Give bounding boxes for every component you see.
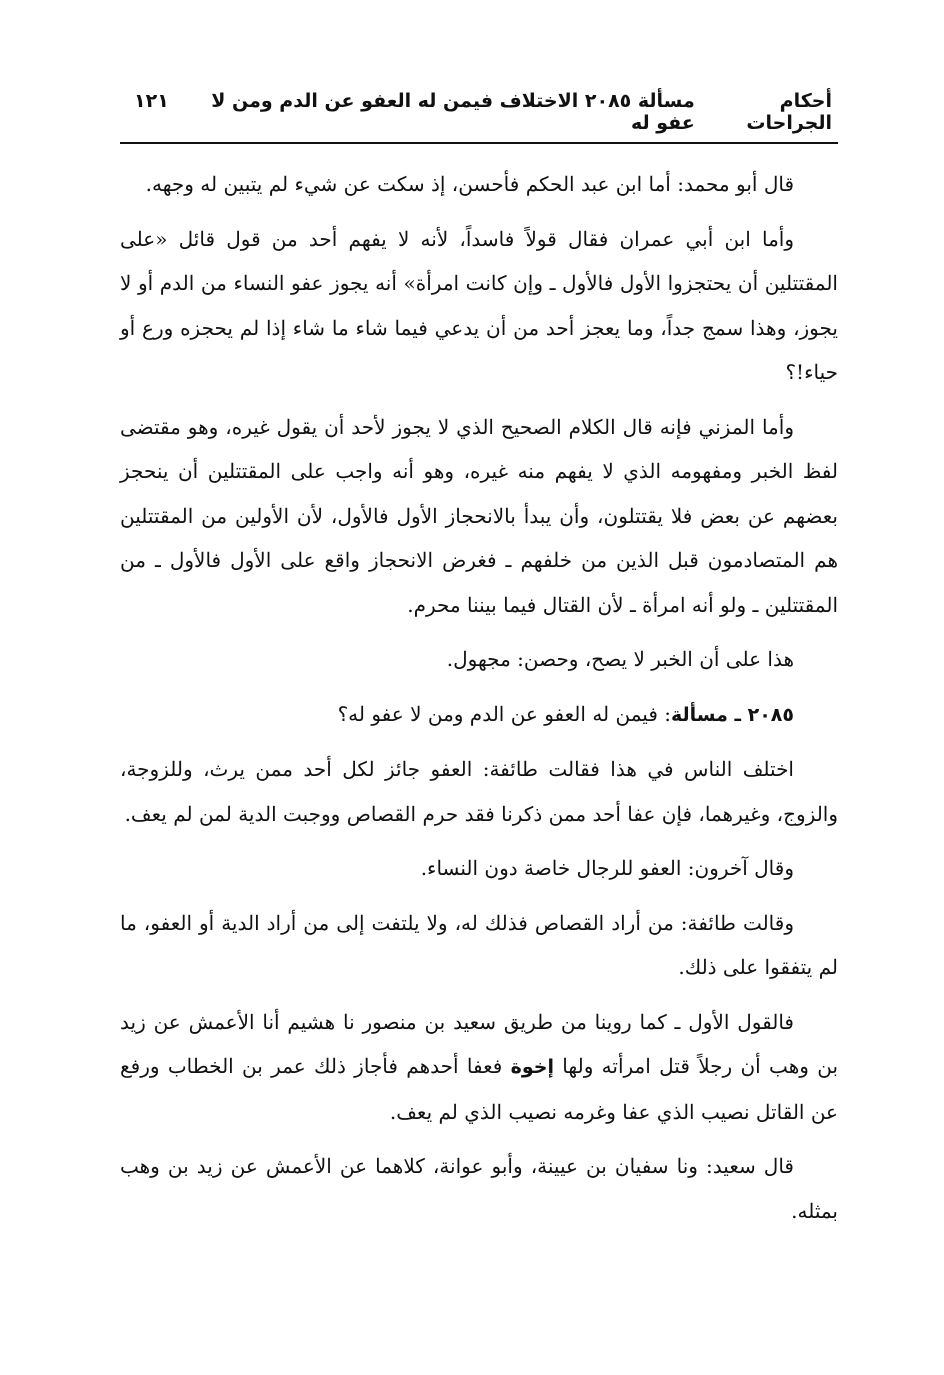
first-opinion-part-b: فعفا أحدهم فأجاز ذلك عمر بن الخطاب ورفع عن القاتل نصيب الذي عفا وغرمه نصيب الذي لم يعف. <box>120 1054 838 1124</box>
paragraph-qisas: وقالت طائفة: من أراد القصاص فذلك له، ولا يلتفت إلى من أراد الدية أو العفو، ما لم يتفقوا على ذلك. <box>120 910 838 979</box>
paragraph-disagreement: اختلف الناس في هذا فقالت طائفة: العفو جائز لكل أحد ممن يرث، وللزوجة، والزوج، وغيرهما، فإن عفا أحد ممن ذكرنا فقد حرم القصاص ووجبت الدية لمن لم يعف. <box>120 757 838 826</box>
paragraph-first-opinion <box>120 1000 838 1135</box>
paragraph-muzani: وأما المزني فإنه قال الكلام الصحيح الذي لا يجوز لأحد أن يقول غيره، وهو مقتضى لفظ الخبر ومفهومه الذي لا يفهم منه غيره، وهو أنه واجب على المقتتلين أن ينحجز بعضهم عن بعض فلا يقتتلون، وأن يبدأ بالانحجاز الأول فالأول، لأن الأولين من المقتتلين هم المتصادمون قبل الذين من خلفهم ـ فغرض الانحجاز واقع على الأول فالأول ـ من المقتتلين ـ ولو أنه امرأة ـ لأن القتال فيما بيننا محرم. <box>120 414 838 617</box>
masala-heading <box>120 692 838 738</box>
first-opinion-bold-word: إخوة <box>510 1056 554 1078</box>
masala-question: : فيمن له العفو عن الدم ومن لا عفو له؟ <box>337 701 671 726</box>
page-number: ١٢١ <box>134 90 169 112</box>
running-header <box>120 90 838 144</box>
first-opinion-part-a: فالقول الأول ـ كما روينا من طريق سعيد بن منصور نا هشيم أنا الأعمش عن زيد بن وهب أن رجلاً قتل امرأته ولها <box>120 1009 839 1078</box>
paragraph-said-narration: قال سعيد: ونا سفيان بن عيينة، وأبو عوانة، كلاهما عن الأعمش عن زيد بن وهب بمثله. <box>120 1154 838 1223</box>
paragraph-ibn-abi-imran: وأما ابن أبي عمران فقال قولاً فاسداً، لأنه لا يفهم أحد من قول قائل «على المقتتلين أن يحتجزوا الأول فالأول ـ وإن كانت امرأة» أنه يجوز عفو النساء من الدم أو لا يجوز، وهذا سمج جداً، وما يعجز أحد من أن يدعي فيما شاء ما شاء إذا لم يحجزه ورع أو حياء!؟ <box>120 226 838 384</box>
paragraph-men-only: وقال آخرون: العفو للرجال خاصة دون النساء. <box>420 856 794 880</box>
document-page <box>120 90 838 1243</box>
paragraph-abu-muhammad: قال أبو محمد: أما ابن عبد الحكم فأحسن، إذ سكت عن شيء لم يتبين له وجهه. <box>145 172 794 196</box>
paragraph-hadith-weak: هذا على أن الخبر لا يصح، وحصن: مجهول. <box>446 647 794 671</box>
book-title: أحكام الجراحات <box>746 90 832 134</box>
page-body <box>120 144 838 1233</box>
section-title: مسألة ٢٠٨٥ الاختلاف فيمن له العفو عن الدم ومن لا عفو له <box>211 90 695 134</box>
masala-number: ٢٠٨٥ ـ مسألة <box>670 703 794 726</box>
